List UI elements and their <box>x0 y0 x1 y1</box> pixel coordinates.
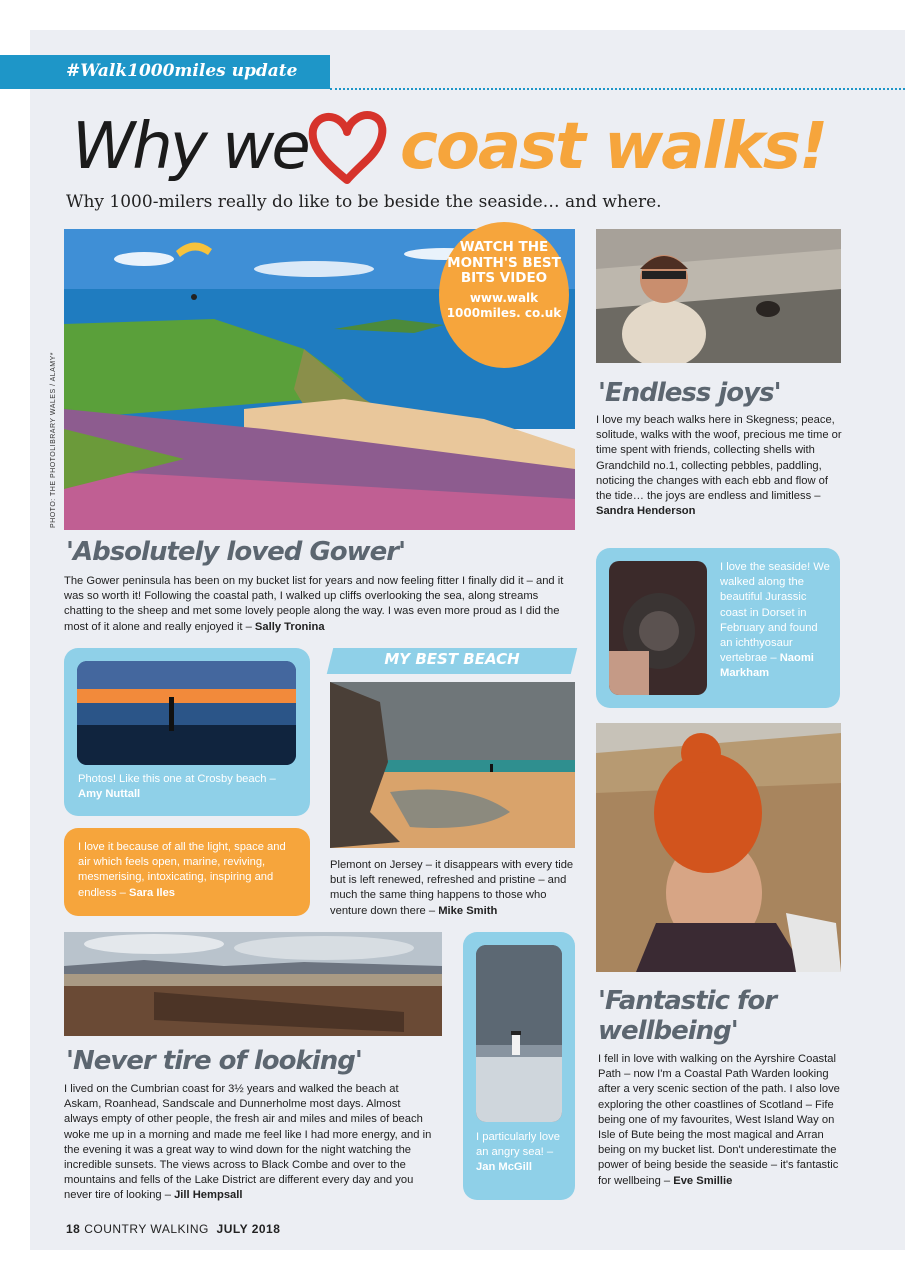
wellbeing-heading: 'Fantastic for wellbeing' <box>598 986 777 1046</box>
never-text <box>64 1082 432 1204</box>
plemont-author: Mike Smith <box>438 904 498 917</box>
gower-text <box>64 574 576 635</box>
amy-author: Amy Nuttall <box>78 788 141 801</box>
magazine-name: COUNTRY WALKING <box>84 1222 209 1236</box>
title-part1: Why we <box>72 110 308 184</box>
wellbeing-text <box>598 1052 844 1189</box>
issue-date: JULY 2018 <box>216 1222 281 1236</box>
jan-author: Jan McGill <box>476 1161 532 1174</box>
watch-badge-title: WATCH THE MONTH'S BEST BITS VIDEO <box>447 239 561 286</box>
endless-body: I love my beach walks here in Skegness; peace, solitude, walks with the woof, precious me time or time spent with friends, collecting shells with Grandchild no.1, collecting pebbles, paddling, noticing the changes with each ebb and flow of the tide… the joys are endless and limitless – <box>596 414 842 503</box>
plemont-text <box>330 858 576 919</box>
endless-author: Sandra Henderson <box>596 505 696 518</box>
eve-photo <box>596 723 841 972</box>
section-tag <box>0 55 330 89</box>
plemont-body: Plemont on Jersey – it disappears with every tide but is left renewed, refreshed and pristine – and much the same thing happens to those who venture down there – <box>330 859 574 917</box>
my-best-beach-label: MY BEST BEACH <box>384 650 520 668</box>
angry-sea-photo <box>476 945 562 1122</box>
wellbeing-author: Eve Smillie <box>673 1174 733 1187</box>
jan-body: I particularly love an angry sea! – <box>476 1131 560 1159</box>
amy-text <box>78 772 298 802</box>
never-heading: 'Never tire of looking' <box>66 1046 362 1076</box>
wellbeing-body: I fell in love with walking on the Ayrshire Coastal Path – now I'm a Coastal Path Warden looking after a very scenic section of the path. I also love exploring the other coastlines of Scotland – Fife being one of my favourites, West Island Way on Isle of Bute being the most magical and Arran being on my bucket list. Don't underestimate the power of being beside the seaside – it's fantastic for wellbeing – <box>598 1053 840 1187</box>
cumbria-photo <box>64 932 442 1036</box>
jan-text <box>476 1130 566 1176</box>
gower-author: Sally Tronina <box>254 620 325 633</box>
dotted-rule <box>330 88 905 90</box>
naomi-author: Naomi Markham <box>720 652 814 680</box>
naomi-body: I love the seaside! We walked along the beautiful Jurassic coast in Dorset in February and found an ichthyosaur vertebrae – <box>720 561 830 665</box>
endless-text <box>596 413 846 519</box>
sara-body: I love it because of all the light, space and air which feels open, marine, reviving, mesmerising, intoxicating, inspiring and endless – <box>78 841 286 899</box>
photo-credit: PHOTO: THE PHOTOLIBRARY WALES / ALAMY* <box>50 351 57 528</box>
naomi-text <box>720 560 832 682</box>
page-footer <box>66 1222 280 1236</box>
skegness-photo <box>596 229 841 363</box>
gower-heading: 'Absolutely loved Gower' <box>66 537 406 567</box>
title-part2: coast walks! <box>400 110 827 184</box>
gower-body: The Gower peninsula has been on my bucket list for years and now feeling fitter I finally did it – and it was so worth it! Following the coastal path, I walked up cliffs overlooking the sea, along streams chatting to the sheep and met some lovely people along the way. I was even more proud as I did the most of it alone and really enjoyed it – <box>64 575 564 633</box>
amy-body: Photos! Like this one at Crosby beach – <box>78 773 276 785</box>
sara-text <box>78 840 296 901</box>
section-tag-text: #Walk1000miles update <box>66 61 298 81</box>
watch-badge-url[interactable]: www.walk 1000miles. co.uk <box>446 290 562 320</box>
crosby-photo <box>77 661 296 765</box>
sara-author: Sara Iles <box>129 886 176 899</box>
page-number: 18 <box>66 1222 81 1236</box>
never-author: Jill Hempsall <box>174 1189 243 1202</box>
fossil-photo <box>609 561 707 695</box>
watch-video-badge[interactable] <box>439 222 569 368</box>
heart-icon <box>307 110 387 186</box>
never-body: I lived on the Cumbrian coast for 3½ years and walked the beach at Askam, Roanhead, Sandscale and Dunnerholme most days. Almost always empty of other people, the fresh air and miles and miles of beach woke me up in a morning and made me feel like I had more energy, and in the evening it was a great way to wind down for the night watching the incredible sunsets. The views across to Black Combe and over to the mountains and fells of the Lake District are different every day and you never tire of looking – <box>64 1083 432 1202</box>
plemont-photo <box>330 682 575 848</box>
endless-heading: 'Endless joys' <box>598 378 781 408</box>
page-subtitle: Why 1000-milers really do like to be beside the seaside… and where. <box>66 192 662 212</box>
